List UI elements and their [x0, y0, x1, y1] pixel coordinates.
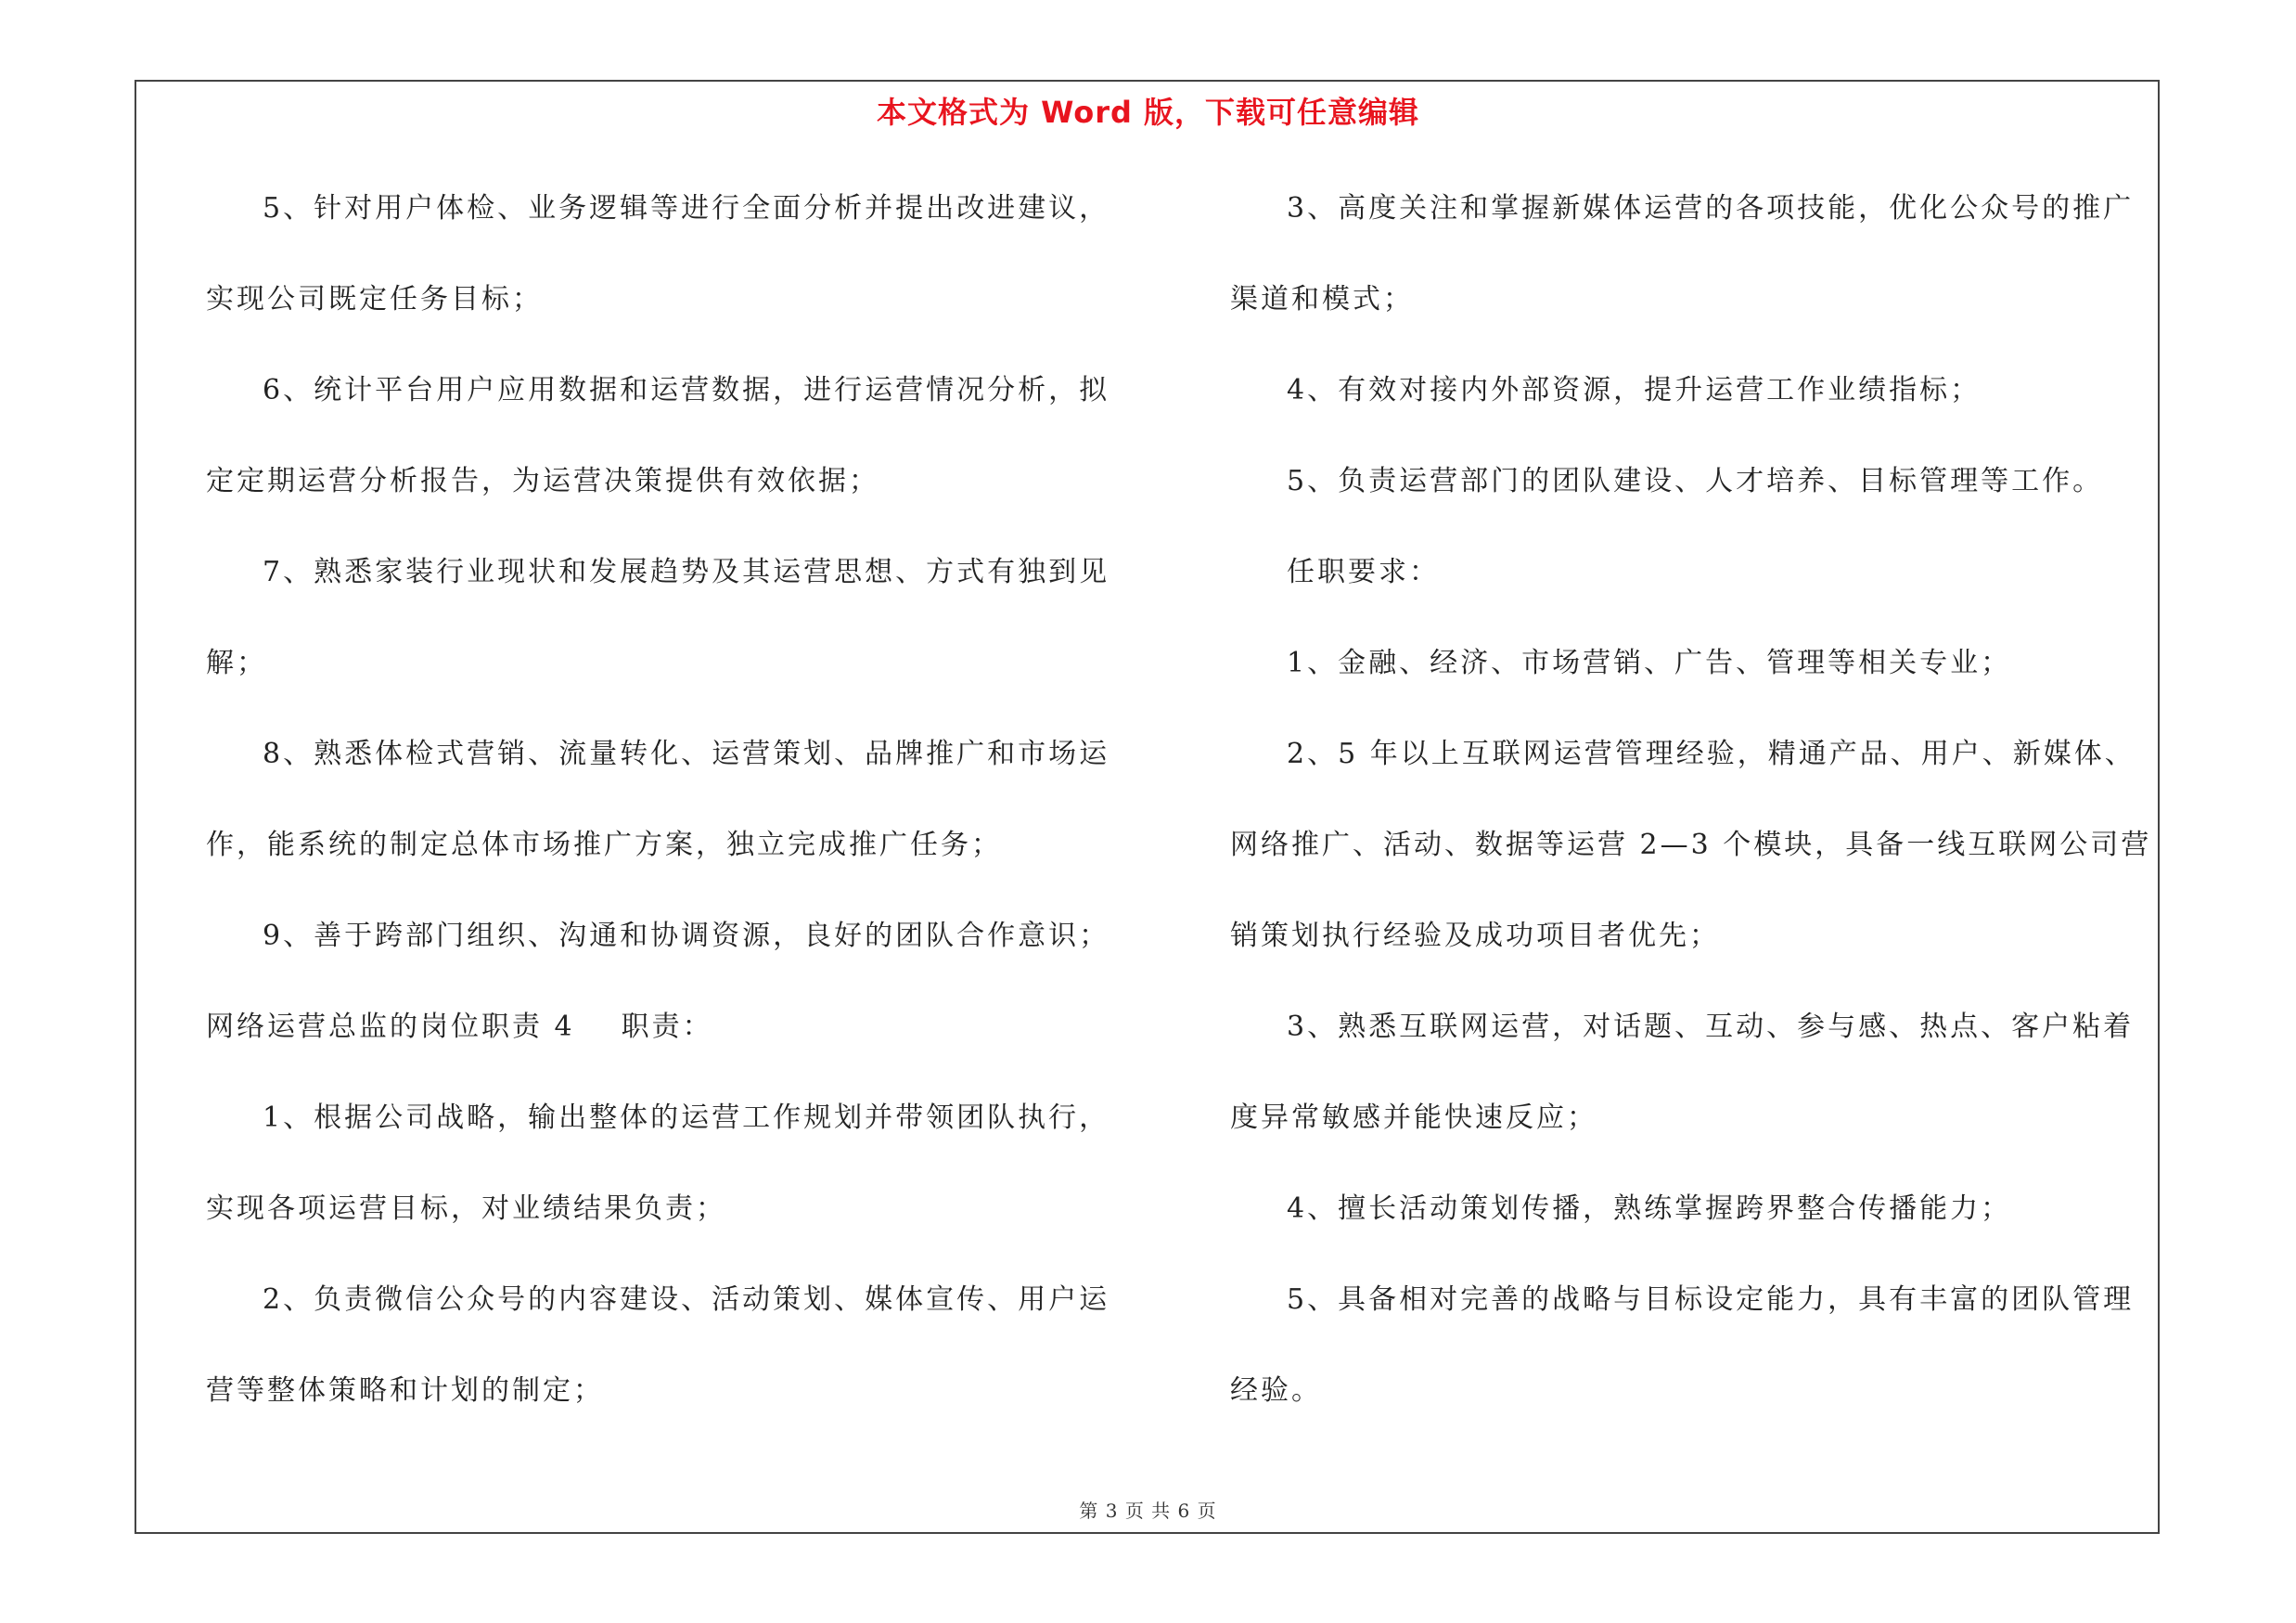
text-line-content: 4、有效对接内外部资源，提升运营工作业绩指标； [1287, 374, 1982, 406]
text-line [206, 267, 1120, 358]
text-line-content: 渠道和模式； [1230, 283, 1414, 316]
text-line [206, 631, 1120, 722]
page-number-footer: 第 3 页 共 6 页 [1079, 1500, 1217, 1522]
text-line-content: 1、金融、经济、市场营销、广告、管理等相关专业； [1287, 647, 2012, 679]
text-line-content: 2、负责微信公众号的内容建设、活动策划、媒体宣传、用户运 [263, 1283, 1110, 1316]
text-line [1230, 813, 2152, 904]
text-line [1230, 722, 2148, 813]
text-line [1230, 1177, 2148, 1268]
text-line [206, 813, 1120, 904]
text-line-content: 7、熟悉家装行业现状和发展趋势及其运营思想、方式有独到见 [263, 556, 1110, 588]
text-line-content: 9、善于跨部门组织、沟通和协调资源，良好的团队合作意识； [263, 920, 1110, 952]
text-line-suffix: 职责： [621, 1011, 713, 1043]
text-line [206, 540, 1120, 631]
text-line-content: 6、统计平台用户应用数据和运营数据，进行运营情况分析，拟 [263, 374, 1110, 406]
text-line-content: 8、熟悉体检式营销、流量转化、运营策划、品牌推广和市场运 [263, 738, 1110, 770]
text-line [1230, 449, 2148, 540]
text-line-content: 3、高度关注和掌握新媒体运营的各项技能，优化公众号的推广 [1287, 192, 2135, 225]
text-line-content: 任职要求： [1287, 556, 1440, 588]
text-line [206, 358, 1120, 449]
text-line-content: 实现各项运营目标，对业绩结果负责； [206, 1192, 726, 1225]
text-line [206, 904, 1120, 995]
text-line-content: 网络推广、活动、数据等运营 2—3 个模块，具备一线互联网公司营 [1230, 829, 2152, 861]
text-line [1230, 904, 2148, 995]
text-line [206, 176, 1120, 267]
text-line [206, 1268, 1120, 1359]
text-line [206, 1359, 1120, 1449]
text-line [206, 449, 1120, 540]
text-line [1230, 267, 2148, 358]
text-line [1230, 631, 2148, 722]
text-line [206, 722, 1120, 813]
text-line-content: 销策划执行经验及成功项目者优先； [1230, 920, 1720, 952]
text-line [1230, 176, 2148, 267]
text-line-content: 经验。 [1230, 1374, 1322, 1407]
text-line [206, 995, 1120, 1086]
text-line [1230, 358, 2148, 449]
text-line-content: 5、具备相对完善的战略与目标设定能力，具有丰富的团队管理 [1287, 1283, 2135, 1316]
text-line-content: 1、根据公司战略，输出整体的运营工作规划并带领团队执行， [263, 1101, 1110, 1134]
text-line-content: 定定期运营分析报告，为运营决策提供有效依据； [206, 465, 879, 497]
text-line-content: 5、负责运营部门的团队建设、人才培养、目标管理等工作。 [1287, 465, 2104, 497]
text-line [206, 1086, 1120, 1177]
text-line-content: 解； [206, 647, 267, 679]
left-text-column [206, 176, 1120, 1449]
text-line [1230, 540, 2148, 631]
text-line [1230, 995, 2148, 1086]
text-line [1230, 1268, 2148, 1359]
text-line [206, 1177, 1120, 1268]
text-line-content: 网络运营总监的岗位职责 4 [206, 1011, 575, 1043]
text-line [1230, 1086, 2148, 1177]
word-format-banner: 本文格式为 Word 版，下载可任意编辑 [876, 95, 1420, 130]
text-line-content: 度异常敏感并能快速反应； [1230, 1101, 1597, 1134]
text-line-content: 2、5 年以上互联网运营管理经验，精通产品、用户、新媒体、 [1287, 738, 2136, 770]
text-line-content: 实现公司既定任务目标； [206, 283, 543, 316]
text-line-content: 4、擅长活动策划传播，熟练掌握跨界整合传播能力； [1287, 1192, 2012, 1225]
text-line-content: 3、熟悉互联网运营，对话题、互动、参与感、热点、客户粘着 [1287, 1011, 2135, 1043]
text-line-content: 营等整体策略和计划的制定； [206, 1374, 604, 1407]
right-text-column [1230, 176, 2152, 1449]
text-line [1230, 1359, 2148, 1449]
text-line-content: 5、针对用户体检、业务逻辑等进行全面分析并提出改进建议， [263, 192, 1110, 225]
text-line-content: 作，能系统的制定总体市场推广方案，独立完成推广任务； [206, 829, 1002, 861]
